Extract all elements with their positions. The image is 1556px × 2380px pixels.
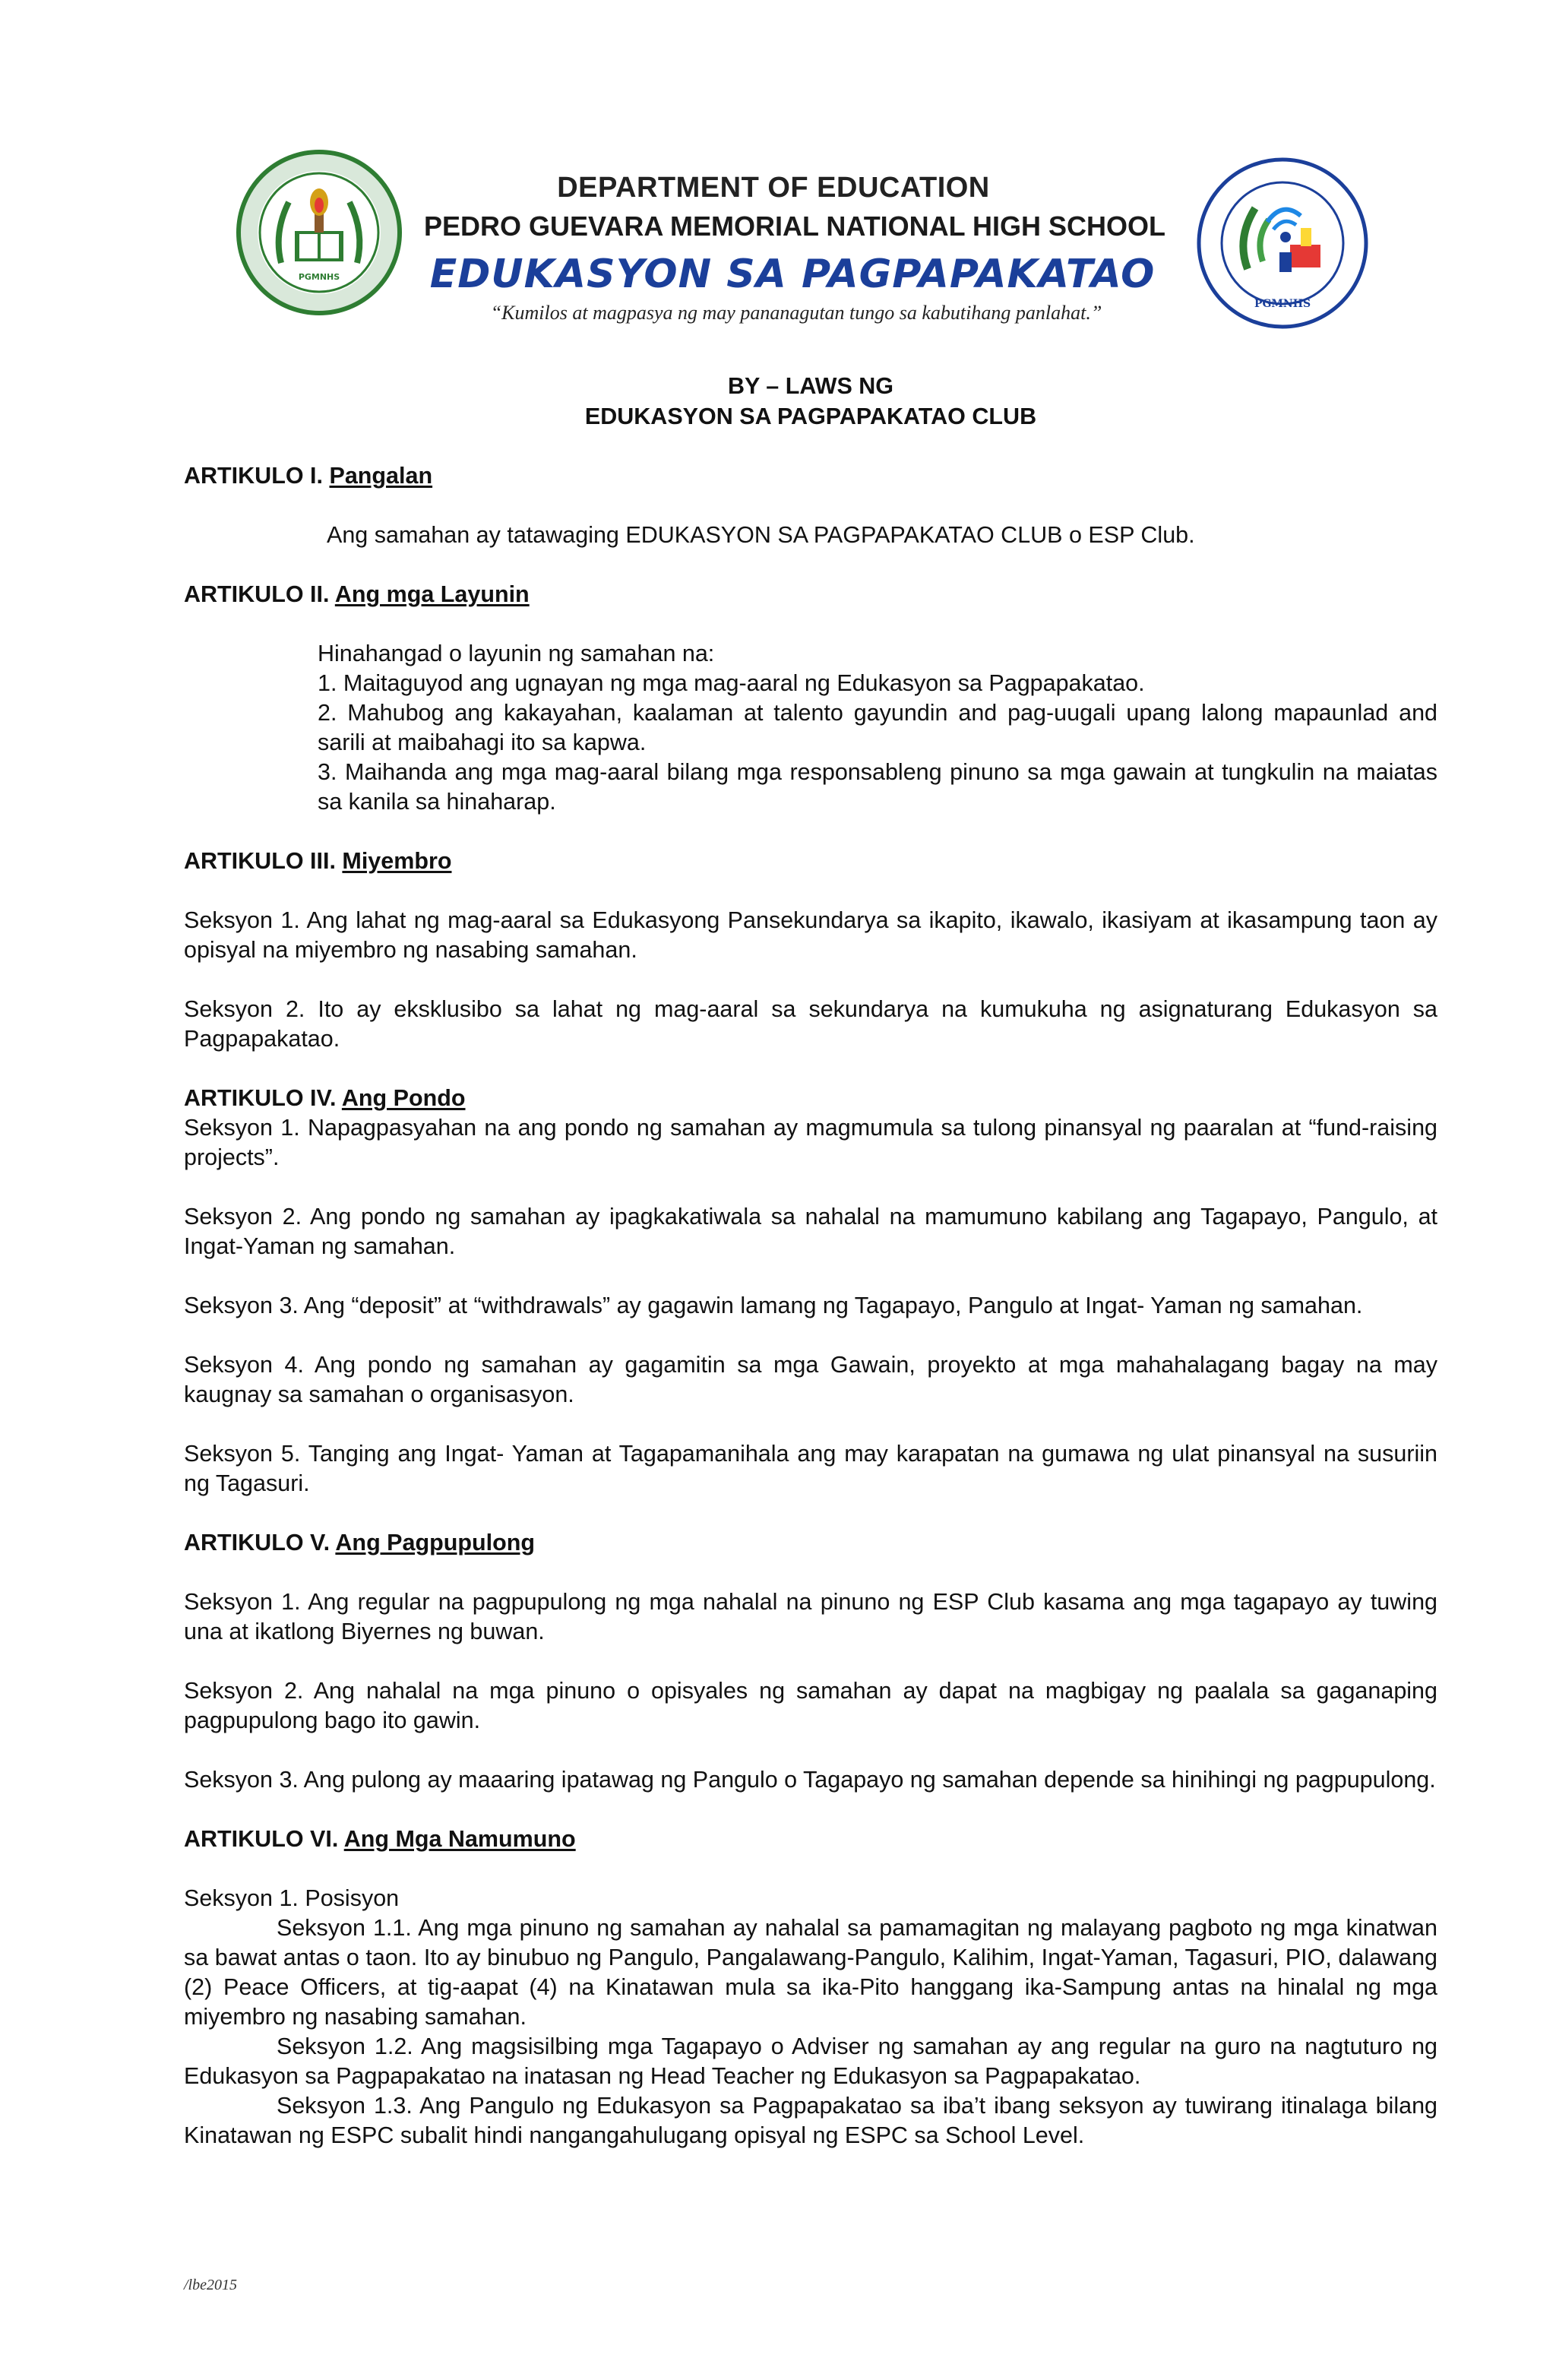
article-5-name: Ang Pagpupulong [335, 1530, 535, 1556]
subject-name: EDUKASYON SA PAGPAPAKATAO [429, 252, 1156, 297]
article-5-label: ARTIKULO V. [184, 1530, 330, 1556]
article-2-body [184, 639, 1437, 817]
doc-title-line2: EDUKASYON SA PAGPAPAKATAO CLUB [584, 404, 1037, 429]
article-5-section-3: Seksyon 3. Ang pulong ay maaaring ipatawag ng Pangulo o Tagapayo ng samahan depende sa hinihingi ng pagpupulong. [184, 1767, 1436, 1793]
footer-initials: /lbe2015 [184, 2277, 237, 2293]
article-2-name: Ang mga Layunin [334, 581, 530, 607]
svg-text:PGMNHS: PGMNHS [1254, 298, 1311, 310]
department-name: DEPARTMENT OF EDUCATION [557, 172, 990, 204]
article-6-section-1: Seksyon 1. Posisyon [184, 1885, 400, 1911]
article-1-label: ARTIKULO I. [184, 463, 323, 489]
article-6-section-1-1: Seksyon 1.1. Ang mga pinuno ng samahan ay nahalal sa pamamagitan ng malayang pagboto ng mga kinatwan sa bawat antas o taon. Ito ay binubuo ng Pangulo, Pangalawang-Pangulo, Kalihim, Ingat-Yaman, Tagasuri, PIO, dalawang (2) Peace Officers, at tig-aapat (4) na Kinatawan mula sa ika-Pito hanggang ika-Sampung antas na hinalal ng mga miyembro ng nasabing samahan. [184, 1915, 1437, 2030]
article-3-label: ARTIKULO III. [184, 848, 336, 874]
article-4-label: ARTIKULO IV. [184, 1085, 337, 1111]
article-3-heading [184, 847, 1437, 876]
esp-seal-logo [1194, 155, 1371, 331]
doc-title-line1: BY – LAWS NG [727, 373, 894, 399]
letterhead-text [424, 172, 1191, 324]
list-item: 2. Mahubog ang kakayahan, kaalaman at talento gayundin and pag-uugali upang lalong mapaunlad and sarili at maibahagi ito sa kapwa. [318, 700, 1437, 755]
svg-text:PGMNHS: PGMNHS [298, 272, 340, 282]
article-2-intro: Hinahangad o layunin ng samahan na: [318, 641, 715, 666]
article-6-name: Ang Mga Namumuno [343, 1826, 576, 1852]
article-3-name: Miyembro [342, 848, 452, 874]
school-name: PEDRO GUEVARA MEMORIAL NATIONAL HIGH SCHOOL [424, 210, 1166, 242]
article-3-section-2: Seksyon 2. Ito ay eksklusibo sa lahat ng mag-aaral sa sekundarya na kumukuha ng asignaturang Edukasyon sa Pagpapakatao. [184, 996, 1437, 1052]
article-6-label: ARTIKULO VI. [184, 1826, 339, 1852]
article-2-heading [184, 580, 1437, 609]
article-5-heading [184, 1528, 1437, 1558]
article-4-section-2: Seksyon 2. Ang pondo ng samahan ay ipagkakatiwala sa nahalal na mamumuno kabilang ang Tagapayo, Pangulo, at Ingat-Yaman ng samahan. [184, 1204, 1437, 1259]
letterhead [236, 149, 1375, 339]
article-6-heading [184, 1825, 1437, 1854]
article-1-text: Ang samahan ay tatawaging EDUKASYON SA PAGPAPAKATAO CLUB o ESP Club. [327, 522, 1195, 548]
article-1-heading [184, 461, 1437, 491]
article-4-name: Ang Pondo [341, 1085, 466, 1111]
list-item: 3. Maihanda ang mga mag-aaral bilang mga responsableng pinuno sa mga gawain at tungkulin na maiatas sa kanila sa hinaharap. [318, 759, 1437, 815]
article-4-section-1: Seksyon 1. Napagpasyahan na ang pondo ng samahan ay magmumula sa tulong pinansyal ng paaralan at “fund-raising projects”. [184, 1115, 1437, 1170]
bylaws-document [184, 371, 1437, 2151]
article-2-label: ARTIKULO II. [184, 581, 330, 607]
list-item: 1. Maitaguyod ang ugnayan ng mga mag-aaral ng Edukasyon sa Pagpapakatao. [318, 670, 1145, 696]
article-4-section-4: Seksyon 4. Ang pondo ng samahan ay gagamitin sa mga Gawain, proyekto at mga mahahalagang bagay na may kaugnay sa samahan o organisasyon. [184, 1352, 1437, 1407]
article-4-section-5: Seksyon 5. Tanging ang Ingat- Yaman at Tagapamanihala ang may karapatan na gumawa ng ulat pinansyal na susuriin ng Tagasuri. [184, 1441, 1437, 1496]
motto: “Kumilos at magpasya ng may pananagutan tungo sa kabutihang panlahat.” [490, 302, 1102, 324]
article-5-section-1: Seksyon 1. Ang regular na pagpupulong ng mga nahalal na pinuno ng ESP Club kasama ang mga tagapayo ay tuwing una at ikatlong Biyernes ng buwan. [184, 1589, 1437, 1644]
article-4-section-3: Seksyon 3. Ang “deposit” at “withdrawals” ay gagawin lamang ng Tagapayo, Pangulo at Ingat- Yaman ng samahan. [184, 1293, 1363, 1318]
article-4-heading [184, 1084, 1437, 1113]
article-1-name: Pangalan [329, 463, 433, 489]
article-6-section-1-2: Seksyon 1.2. Ang magsisilbing mga Tagapayo o Adviser ng samahan ay ang regular na guro na nagtuturo ng Edukasyon sa Pagpapakatao na inatasan ng Head Teacher ng Edukasyon sa Pagpapakatao. [184, 2033, 1437, 2089]
article-3-section-1: Seksyon 1. Ang lahat ng mag-aaral sa Edukasyong Pansekundarya sa ikapito, ikawalo, ikasiyam at ikasampung taon ay opisyal na miyembro ng nasabing samahan. [184, 907, 1437, 963]
article-5-section-2: Seksyon 2. Ang nahalal na mga pinuno o opisyales ng samahan ay dapat na magbigay ng paalala sa gaganaping pagpupulong bago ito gawin. [184, 1678, 1437, 1733]
article-6-section-1-3: Seksyon 1.3. Ang Pangulo ng Edukasyon sa Pagpapakatao sa iba’t ibang seksyon ay tuwirang itinalaga bilang Kinatawan ng ESPC subalit hindi nangangahulugang opisyal ng ESPC sa School Level. [184, 2093, 1437, 2148]
